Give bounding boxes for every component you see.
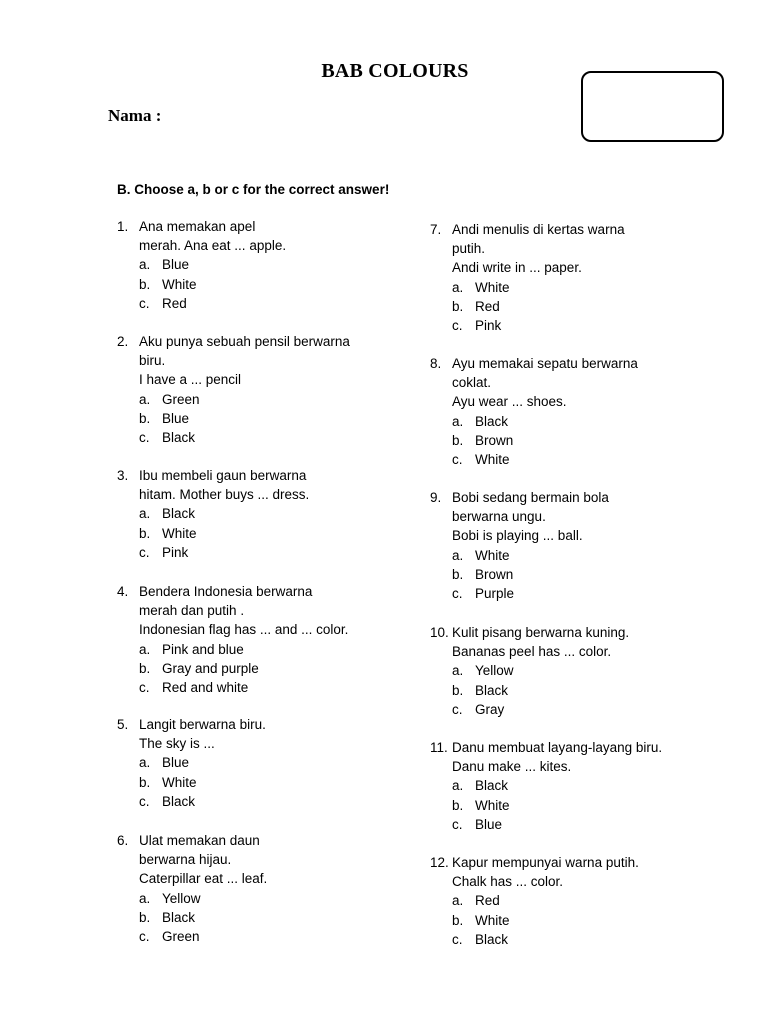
option-text: Pink and blue	[162, 641, 244, 657]
option-letter: a.	[452, 778, 464, 794]
question-text-line: berwarna ungu.	[452, 509, 546, 525]
answer-option	[452, 431, 638, 450]
answer-option	[452, 911, 639, 930]
question-text-line: Chalk has ... color.	[452, 874, 564, 890]
option-letter: a.	[139, 755, 151, 771]
option-text: White	[475, 279, 510, 295]
instruction-heading: B. Choose a, b or c for the correct answer!	[117, 182, 390, 197]
option-letter: a.	[452, 279, 464, 295]
question-text-line: Ana memakan apel	[139, 219, 256, 234]
option-text: Black	[475, 931, 509, 947]
option-letter: b.	[452, 566, 464, 582]
question-text-line: Aku punya sebuah pensil berwarna	[139, 334, 350, 349]
question-text-line: Andi menulis di kertas warna	[452, 222, 625, 237]
question-body	[452, 853, 639, 949]
question-text-line: Bendera Indonesia berwarna	[139, 584, 313, 599]
question-text-line: Danu membuat layang-layang biru.	[452, 740, 663, 755]
option-letter: a.	[139, 641, 151, 657]
option-text: White	[162, 774, 197, 790]
option-letter: a.	[139, 257, 151, 273]
answer-option	[139, 792, 266, 811]
question-text-line: Bobi sedang bermain bola	[452, 490, 609, 505]
question-text-line: Ayu memakai sepatu berwarna	[452, 356, 638, 371]
option-text: Yellow	[475, 663, 514, 679]
question-number: 10.	[430, 625, 449, 640]
question-text-line: Ibu membeli gaun berwarna	[139, 468, 307, 483]
option-text: Brown	[475, 566, 514, 582]
option-letter: b.	[452, 682, 464, 698]
answer-option	[139, 409, 350, 428]
answer-option	[139, 678, 348, 697]
option-letter: c.	[139, 928, 150, 944]
score-box	[581, 71, 724, 142]
answer-option	[139, 908, 267, 927]
option-text: Pink	[162, 544, 189, 560]
option-text: Green	[162, 391, 200, 407]
question-text-line: putih.	[452, 241, 486, 257]
question-body	[452, 488, 609, 603]
option-letter: c.	[452, 816, 463, 832]
question-number: 7.	[430, 222, 442, 237]
option-letter: b.	[452, 797, 464, 813]
question-number: 11.	[430, 740, 448, 755]
answer-option	[139, 773, 266, 792]
option-letter: c.	[452, 585, 463, 601]
name-label: Nama :	[108, 106, 162, 125]
option-letter: c.	[139, 679, 150, 695]
option-letter: c.	[139, 793, 150, 809]
answer-option	[139, 753, 266, 772]
option-text: Black	[475, 682, 509, 698]
question-text-line: hitam. Mother buys ... dress.	[139, 487, 310, 503]
question-number: 2.	[117, 334, 129, 349]
question-text-line: Kapur mempunyai warna putih.	[452, 855, 639, 870]
option-letter: b.	[139, 774, 151, 790]
option-text: Red and white	[162, 679, 249, 695]
option-text: Black	[162, 793, 196, 809]
answer-option	[452, 297, 625, 316]
option-letter: a.	[452, 413, 464, 429]
option-letter: a.	[139, 391, 151, 407]
option-text: Brown	[475, 432, 514, 448]
question-number: 6.	[117, 833, 129, 848]
question-body	[452, 220, 625, 335]
question-text-line: The sky is ...	[139, 736, 215, 752]
option-letter: b.	[139, 276, 151, 292]
question-text-line: Danu make ... kites.	[452, 759, 572, 775]
question-body	[139, 466, 309, 562]
answer-option	[452, 930, 639, 949]
question-text-line: coklat.	[452, 375, 492, 391]
question-text-line: merah. Ana eat ... apple.	[139, 238, 287, 254]
option-text: Black	[162, 429, 196, 445]
option-text: White	[475, 547, 510, 563]
option-letter: c.	[452, 931, 463, 947]
question-number: 4.	[117, 584, 129, 599]
option-text: Yellow	[162, 890, 201, 906]
answer-option	[452, 450, 638, 469]
question-text-line: I have a ... pencil	[139, 372, 242, 388]
question-body	[139, 332, 350, 447]
question-body	[139, 715, 266, 811]
option-text: White	[475, 797, 510, 813]
option-text: Green	[162, 928, 200, 944]
option-letter: b.	[139, 410, 151, 426]
option-letter: c.	[139, 544, 150, 560]
option-letter: a.	[452, 663, 464, 679]
option-text: Gray	[475, 701, 505, 717]
option-letter: b.	[139, 909, 151, 925]
option-letter: a.	[452, 893, 464, 909]
option-letter: b.	[452, 432, 464, 448]
option-text: Blue	[162, 257, 190, 273]
answer-option	[452, 700, 629, 719]
question-body	[452, 623, 629, 719]
option-text: Pink	[475, 317, 502, 333]
option-letter: c.	[452, 317, 463, 333]
option-letter: b.	[452, 912, 464, 928]
question-text-line: berwarna hijau.	[139, 852, 232, 868]
question-text-line: Ayu wear ... shoes.	[452, 394, 567, 410]
answer-option	[139, 294, 286, 313]
option-letter: a.	[139, 506, 151, 522]
answer-option	[452, 776, 662, 795]
answer-option	[452, 565, 609, 584]
option-text: Black	[162, 506, 196, 522]
option-text: Blue	[162, 755, 190, 771]
question-text-line: Bobi is playing ... ball.	[452, 528, 583, 544]
answer-option	[139, 927, 267, 946]
answer-option	[452, 796, 662, 815]
answer-option	[452, 661, 629, 680]
option-letter: c.	[139, 295, 150, 311]
answer-option	[139, 428, 350, 447]
answer-option	[452, 278, 625, 297]
answer-option	[452, 316, 625, 335]
option-text: Blue	[162, 410, 190, 426]
option-letter: b.	[139, 660, 151, 676]
question-number: 9.	[430, 490, 442, 505]
answer-option	[452, 681, 629, 700]
question-body	[139, 217, 286, 313]
option-letter: c.	[452, 701, 463, 717]
answer-option	[452, 584, 609, 603]
answer-option	[452, 546, 609, 565]
option-text: Red	[475, 298, 500, 314]
question-number: 5.	[117, 717, 129, 732]
option-letter: a.	[139, 890, 151, 906]
question-text-line: Kulit pisang berwarna kuning.	[452, 625, 630, 640]
option-text: Purple	[475, 585, 515, 601]
answer-option	[139, 390, 350, 409]
question-text-line: Caterpillar eat ... leaf.	[139, 871, 268, 887]
question-number: 8.	[430, 356, 442, 371]
option-text: Gray and purple	[162, 660, 259, 676]
answer-option	[452, 412, 638, 431]
question-body	[452, 738, 662, 834]
option-text: Red	[475, 893, 500, 909]
answer-option	[139, 889, 267, 908]
question-body	[452, 354, 638, 469]
question-number: 1.	[117, 219, 129, 234]
question-text-line: biru.	[139, 353, 166, 369]
answer-option	[452, 891, 639, 910]
question-number: 3.	[117, 468, 129, 483]
option-text: White	[475, 451, 510, 467]
answer-option	[139, 504, 309, 523]
answer-option	[139, 524, 309, 543]
option-letter: c.	[139, 429, 150, 445]
option-text: White	[162, 525, 197, 541]
question-text-line: Andi write in ... paper.	[452, 260, 582, 276]
question-text-line: merah dan putih .	[139, 603, 245, 619]
answer-option	[139, 659, 348, 678]
question-text-line: Indonesian flag has ... and ... color.	[139, 622, 349, 638]
question-body	[139, 831, 267, 946]
option-letter: c.	[452, 451, 463, 467]
option-text: White	[475, 912, 510, 928]
option-text: Black	[475, 413, 509, 429]
answer-option	[139, 255, 286, 274]
option-letter: a.	[452, 547, 464, 563]
option-text: Red	[162, 295, 187, 311]
answer-option	[139, 543, 309, 562]
question-text-line: Langit berwarna biru.	[139, 717, 266, 732]
question-number: 12.	[430, 855, 449, 870]
option-letter: b.	[139, 525, 151, 541]
option-letter: b.	[452, 298, 464, 314]
question-body	[139, 582, 348, 697]
answer-option	[139, 640, 348, 659]
option-text: Black	[162, 909, 196, 925]
page-title: BAB COLOURS	[321, 60, 469, 82]
option-text: Blue	[475, 816, 503, 832]
option-text: White	[162, 276, 197, 292]
answer-option	[452, 815, 662, 834]
answer-option	[139, 275, 286, 294]
question-text-line: Ulat memakan daun	[139, 833, 260, 848]
question-text-line: Bananas peel has ... color.	[452, 644, 612, 660]
option-text: Black	[475, 778, 509, 794]
